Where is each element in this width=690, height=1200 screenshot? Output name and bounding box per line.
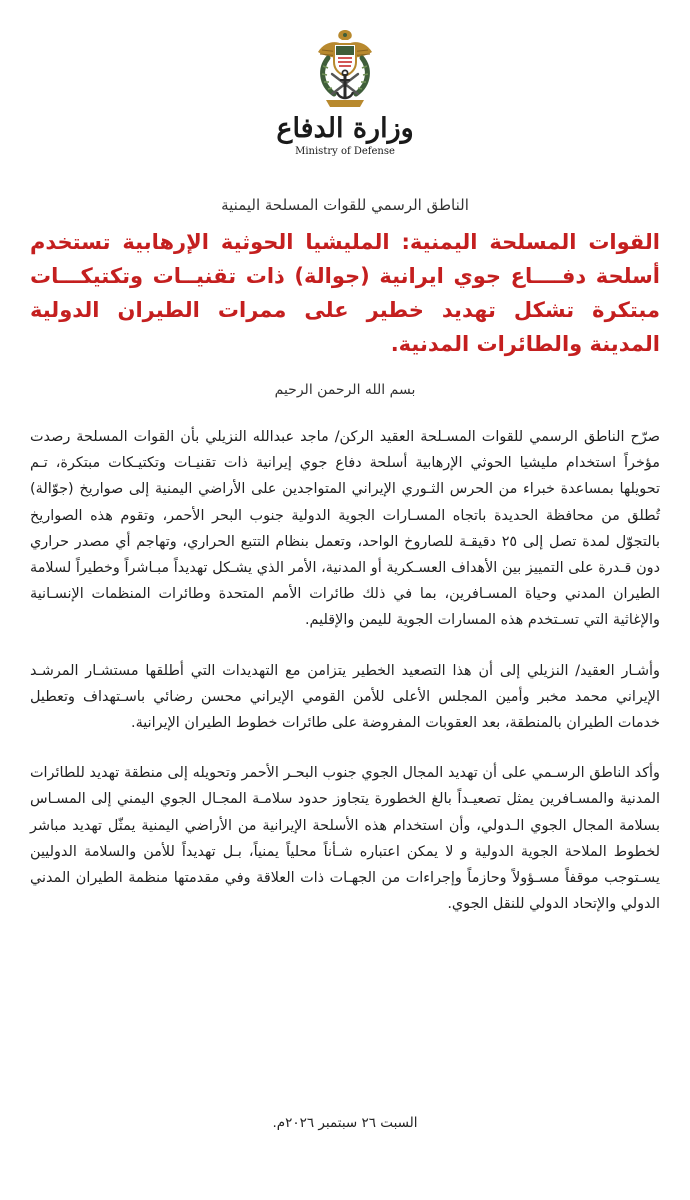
ministry-name-arabic: وزارة الدفاع — [276, 113, 414, 144]
ministry-logo — [0, 28, 690, 158]
ministry-name-english: Ministry of Defense — [295, 146, 395, 157]
paragraph-3: وأكد الناطق الرسـمي على أن تهديد المجال الجوي جنوب البحـر الأحمر وتحويله إلى منطقة تهديد للطائرات المدنية والمسـافرين يمثل تصعيـداً بالغ الخطورة يتجاوز حدود سلامـة المجـال الجوي اليمني إلى المسـاس بسلامة المجال الجوي الـدولي، وأن استخدام هذه الأسلحة الإيرانية من الأراضي اليمنية يمثّل تهديد مباشر لخطوط الملاحة الجوية الدولية و لا يمكن اعتباره شـأناً محلياً يمنياً، بـل تهديداً للأمن والسلامة الدوليين يسـتوجب موقفاً مسـؤولاً وحازماً وإجراءات من الجهـات ذات العلاقة وفي مقدمتها منظمة الطيران المدني الدولي والإتحاد الدولي للنقل الجوي. — [30, 765, 660, 913]
statement-headline: القوات المسلحة اليمنية: المليشيا الحوثية الإرهابية تستخدم أسلحة دفــــاع جوي ايرانية (جوالة) ذات تقنيــات وتكتيكـــات مبتكرة تشكل تهديد خطير على ممرات الطيران الدولية المدينة والطائرات المدنية. — [30, 230, 660, 356]
paragraph-1: صرّح الناطق الرسمي للقوات المسـلحة العقيد الركن/ ماجد عبدالله النزيلي بأن القوات المسلحة رصدت مؤخراً استخدام مليشيا الحوثي الإرهابية أسلحة دفاع جوي إيرانية ذات تقنيـات وتكتيـكات مبتكرة، تـم تحويلها بمساعدة خبراء من الحرس الثـوري الإيراني المتواجدين على الأراضي اليمنية إلى صواريخ (جوّالة) تُطلق من محافظة الحديدة باتجاه المسـارات الجوية الدولية جنوب البحر الأحمر، وتقوم هذه الصواريخ بالتجوّل لمدة تصل إلى ٢٥ دقيقـة للصاروخ الواحد، وتعمل بنظام التتبع الحراري، وتهاجم أي مصدر حراري دون قـدرة على التمييز بين الأهداف العسـكرية أو المدنية، الأمر الذي يشـكل تهديداً مبـاشراً وخطيراً لسلامة الطيران المدني وحياة المسـافرين، بما في ذلك طائرات الأمم المتحدة وطائرات المنظمات الإنسـانية والإغاثية التي تسـتخدم هذه المسارات الجوية لليمن والإقليم. — [30, 429, 660, 629]
defense-emblem-icon — [308, 28, 382, 112]
statement-body — [30, 194, 660, 917]
statement-date: السبت ٢٦ سبتمبر ٢٠٢٦م. — [272, 1115, 418, 1131]
basmala: بسم الله الرحمن الرحيم — [274, 382, 416, 398]
spokesman-title: الناطق الرسمي للقوات المسلحة اليمنية — [221, 196, 469, 214]
paragraph-2: وأشـار العقيد/ النزيلي إلى أن هذا التصعيد الخطير يتزامن مع التهديدات التي أطلقها مستشـار المرشـد الإيراني محمد مخبر وأمين المجلس الأعلى للأمن القومي الإيراني محسن رضائي باسـتهداف وتعطيل خدمات الطيران بالمنطقة، بعد العقوبات المفروضة على طائرات خطوط الطيران الإيرانية. — [30, 662, 660, 732]
